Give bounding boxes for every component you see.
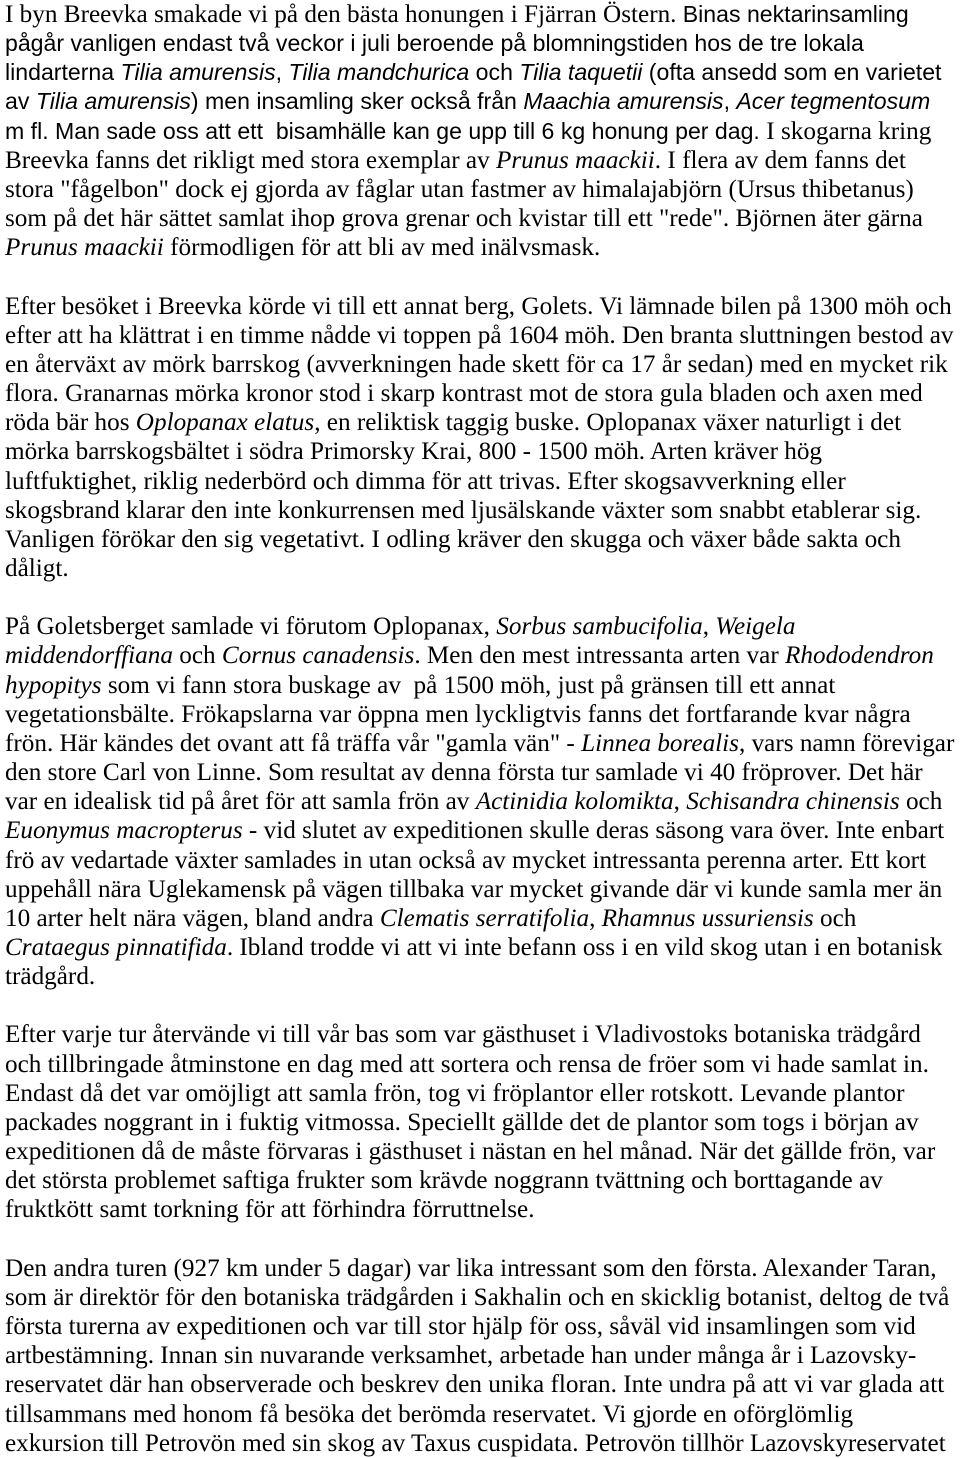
text-line (5, 321, 953, 350)
text-line (5, 1312, 916, 1341)
species-name: Maachia amurensis (523, 88, 724, 115)
text-run: den store Carl von Linne. Som resultat av denna första tur samlade vi 40 fröprover. Det här (5, 759, 923, 787)
species-name: Oplopanax elatus (135, 409, 315, 437)
text-run: första turerna av expeditionen och var till stor hjälp för oss, såväl vid insamlingen som vid (5, 1313, 916, 1341)
text-run: vegetationsbälte. Frökapslarna var öppna men lyckligtvis fanns det fortfarande kvar några (5, 700, 911, 728)
text-line (5, 379, 923, 408)
species-name: Prunus maackii (495, 146, 655, 174)
text-run: en återväxt av mörk barrskog (avverkningen hade skett för ca 17 år sedan) med en mycket rik (5, 350, 948, 378)
species-name: Cornus canadensis (221, 642, 415, 670)
text-line (5, 292, 952, 321)
text-run: det största problemet saftiga frukter som krävde noggrann tvättning och borttagande av (5, 1167, 883, 1195)
text-run: luftfuktighet, riklig nederbörd och dimma för att trivas. Efter skogsavverkning eller (5, 467, 846, 495)
text-run: Vanligen förökar den sig vegetativt. I odling kräver den skugga och växer både sakta och (5, 525, 901, 553)
text-line (5, 816, 944, 845)
text-line (5, 612, 796, 641)
species-name: Actinidia kolomikta (475, 788, 674, 816)
text-run: frön. Här kändes det ovant att få träffa vår "gamla vän" - (5, 729, 582, 757)
text-run: frö av vedartade växter samlades in utan också av mycket intressanta perenna arter. Ett kort (5, 846, 927, 874)
text-run: var en idealisk tid på året för att samla frön av (5, 788, 476, 816)
text-run: skogsbrand klarar den inte konkurrensen med ljusälskande växter som snabbt etablerar sig. (5, 496, 922, 524)
text-run: och (469, 59, 520, 86)
text-line (5, 846, 926, 875)
text-run: Binas nektarinsamling (682, 1, 909, 27)
text-line (5, 554, 69, 583)
text-run: uppehåll nära Uglekamensk på vägen tillbaka var mycket givande där vi kunde samla mer än (5, 875, 943, 903)
text-line (5, 0, 909, 29)
text-run: Den andra turen (927 km under 5 dagar) var lika intressant som den första. Alexander Taran, (5, 1254, 937, 1282)
text-run: dåligt. (5, 554, 69, 582)
text-line (5, 787, 942, 816)
text-line (5, 1195, 535, 1224)
text-run: . I flera av dem fanns det (654, 146, 906, 174)
text-run: tillsammans med honom få besöka det berömda reservatet. Vi gjorde en oförglömlig (5, 1400, 854, 1428)
paragraph (5, 0, 960, 262)
species-name: Tilia amurensis (35, 88, 191, 115)
text-run: exkursion till Petrovön med sin skog av Taxus cuspidata. Petrovön tillhör Lazovskyreservatet (5, 1429, 946, 1457)
text-run: pågår vanligen endast två veckor i juli beroende på blomningstiden hos de tre lokala (5, 30, 864, 57)
text-run: Breevka fanns det rikligt med stora exemplar av (5, 146, 496, 174)
text-run: På Goletsberget samlade vi förutom Oplopanax, (5, 613, 497, 641)
text-line (5, 758, 923, 787)
text-line (5, 962, 95, 991)
text-line (5, 671, 835, 700)
text-line (5, 117, 931, 146)
text-run: I skogarna kring (766, 117, 932, 145)
text-line (5, 1254, 937, 1283)
text-run: , (723, 88, 737, 115)
text-line (5, 1108, 919, 1137)
text-run: efter att ha klättrat i en timme nådde vi toppen på 1604 möh. Den branta sluttningen bestod av (5, 321, 954, 349)
species-name: Tilia amurensis (120, 59, 276, 86)
text-run: röda bär hos (5, 409, 136, 437)
species-name: Schisandra chinensis (686, 788, 900, 816)
text-run: , (673, 788, 687, 816)
text-run: expeditionen då de måste förvaras i gästhuset i nästan en hel månad. När det gällde frön, var (5, 1138, 936, 1166)
text-run: Endast då det var omöjligt att samla frön, tog vi fröplantor eller rotskott. Levande plantor (5, 1079, 905, 1107)
text-line (5, 87, 930, 116)
text-run: och (172, 642, 222, 670)
text-line (5, 729, 954, 758)
text-run: fruktkött samt torkning för att förhindra förruttnelse. (5, 1196, 535, 1224)
text-line (5, 29, 864, 58)
species-name: Weigela (715, 613, 796, 641)
species-name: Crataegus pinnatifida (5, 934, 227, 961)
text-run: artbestämning. Innan sin nuvarande verksamhet, arbetade han under många år i Lazovsky- (5, 1342, 917, 1370)
text-run: , (589, 904, 602, 932)
text-run: (ofta ansedd som en varietet (642, 59, 942, 86)
text-run: I byn Breevka smakade vi på den bästa honungen i Fjärran Östern. (5, 1, 683, 28)
text-line (5, 1137, 935, 1166)
text-line (5, 350, 948, 379)
species-name: Rhamnus ussuriensis (601, 904, 814, 932)
text-line (5, 1050, 929, 1079)
text-line (5, 1429, 946, 1458)
text-run: Efter varje tur återvände vi till vår bas som var gästhuset i Vladivostoks botaniska trädgård (5, 1021, 921, 1049)
text-line (5, 233, 600, 262)
text-line (5, 467, 846, 496)
text-run: , en reliktisk taggig buske. Oplopanax växer naturligt i det (314, 409, 902, 437)
text-run: och (813, 904, 857, 932)
text-run: flora. Granarnas mörka kronor stod i skarp kontrast mot de stora gula bladen och axen med (5, 380, 923, 408)
text-line (5, 437, 822, 466)
species-name: Linnea borealis (581, 729, 739, 757)
text-line (5, 1400, 853, 1429)
species-name: hypopitys (5, 671, 102, 699)
species-name: middendorffiana (5, 642, 173, 670)
text-run: . Men den mest intressanta arten var (414, 642, 786, 670)
text-run: som är direktör för den botaniska trädgården i Sakhalin och en skicklig botanist, deltog de två (5, 1283, 950, 1311)
species-name: Sorbus sambucifolia (496, 613, 703, 641)
text-run: Efter besöket i Breevka körde vi till ett annat berg, Golets. Vi lämnade bilen på 1300 möh och (5, 292, 952, 320)
text-line (5, 933, 942, 962)
species-name: Clematis serratifolia (379, 904, 590, 932)
text-line (5, 1341, 916, 1370)
text-run: stora "fågelbon" dock ej gjorda av fåglar utan fastmer av himalajabjörn (Ursus thibetanus) (5, 175, 914, 203)
paragraph (5, 1020, 960, 1224)
text-line (5, 1020, 921, 1049)
text-line (5, 204, 923, 233)
text-run: m fl. Man sade oss att ett bisamhälle kan ge upp till 6 kg honung per dag. (5, 117, 767, 144)
text-line (5, 408, 901, 437)
text-run: av (5, 88, 36, 115)
text-line (5, 496, 921, 525)
text-line (5, 1283, 949, 1312)
text-line (5, 175, 914, 204)
paragraph (5, 1254, 960, 1458)
text-line (5, 1166, 883, 1195)
text-run: som vi fann stora buskage av på 1500 möh, just på gränsen till ett annat (101, 671, 836, 699)
text-line (5, 904, 856, 933)
paragraph (5, 612, 960, 991)
text-line (5, 525, 901, 554)
species-name: Tilia taquetii (519, 59, 643, 86)
text-line (5, 1370, 944, 1399)
text-run: mörka barrskogsbältet i södra Primorsky Krai, 800 - 1500 möh. Arten kräver hög (5, 438, 823, 466)
text-run: och tillbringade åtminstone en dag med att sortera och rensa de fröer som vi hade samlat in. (5, 1050, 929, 1078)
text-line (5, 146, 906, 175)
text-run: trädgård. (5, 963, 96, 991)
text-run: , (702, 613, 716, 641)
text-run: - vid slutet av expeditionen skulle deras säsong vara över. Inte enbart (242, 817, 945, 845)
paragraph (5, 292, 960, 584)
text-line (5, 875, 942, 904)
text-run: och (899, 788, 943, 816)
text-run: , vars namn förevigar (738, 729, 955, 757)
species-name: Euonymus macropterus (5, 817, 243, 845)
text-run: . Ibland trodde vi att vi inte befann oss i en vild skog utan i en botanisk (226, 934, 943, 961)
text-line (5, 700, 911, 729)
species-name: Prunus maackii (5, 234, 164, 262)
species-name: Tilia mandchurica (288, 59, 470, 86)
text-run: lindarterna (5, 59, 121, 86)
species-name: Acer tegmentosum (736, 88, 931, 115)
text-run: reservatet där han observerade och beskrev den unika floran. Inte undra på att vi var glada att (5, 1371, 945, 1399)
text-run: som på det här sättet samlat ihop grova grenar och kvistar till ett "rede". Björnen äter gärna (5, 205, 923, 233)
text-line (5, 1079, 905, 1108)
species-name: Rhododendron (785, 642, 934, 670)
text-line (5, 641, 934, 670)
text-run: packades noggrant in i fuktig vitmossa. Speciellt gällde det de plantor som togs i början av (5, 1108, 919, 1136)
text-run: 10 arter helt nära vägen, bland andra (5, 904, 380, 932)
text-run: , (275, 59, 289, 86)
text-line (5, 58, 941, 87)
text-run: förmodligen för att bli av med inälvsmask. (163, 234, 601, 262)
text-run: ) men insamling sker också från (190, 88, 524, 115)
